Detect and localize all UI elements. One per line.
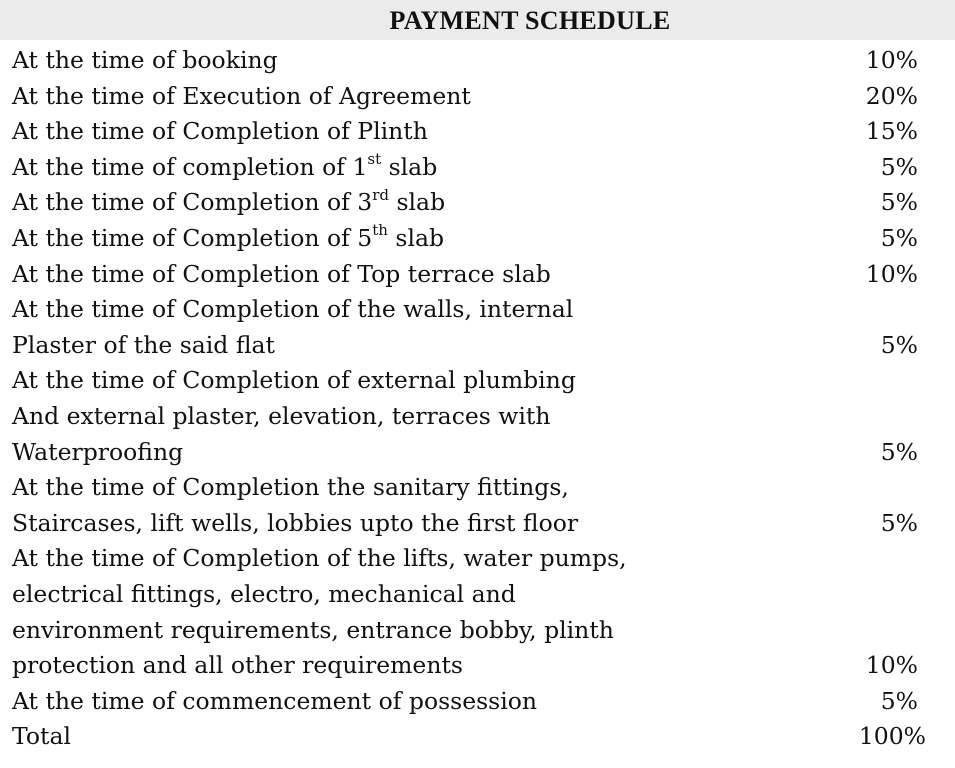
total-label: Total (12, 722, 71, 751)
schedule-row-label: At the time of booking (12, 46, 278, 74)
schedule-row-possession (12, 684, 942, 720)
schedule-row-external-plumbing (12, 363, 942, 470)
payment-schedule-list (12, 43, 942, 755)
schedule-row-total (12, 719, 942, 755)
schedule-row-label: At the time of Completion of the lifts, water pumps, electrical fittings, electro, mechanical and environment requirements, entrance bobby, plinth protection and all other requirements (12, 544, 627, 680)
schedule-row-lifts-pumps (12, 541, 942, 683)
schedule-row-percent: 5% (880, 686, 918, 715)
schedule-row-percent: 20% (865, 81, 918, 110)
schedule-row-walls-plaster (12, 292, 942, 363)
schedule-row-label: At the time of Completion of 3rd slab (12, 185, 446, 217)
schedule-row-percent: 5% (880, 152, 918, 181)
schedule-row-first-slab (12, 150, 942, 186)
schedule-row-percent: 15% (865, 117, 918, 146)
schedule-row-percent: 5% (880, 508, 918, 537)
schedule-row-percent: 5% (880, 437, 918, 466)
schedule-row-percent: 10% (865, 46, 918, 74)
schedule-row-label: At the time of Completion of Plinth (12, 117, 428, 146)
schedule-row-label: At the time of Completion the sanitary fittings, Staircases, lift wells, lobbies upto the first floor (12, 473, 579, 537)
schedule-row-fifth-slab (12, 221, 942, 257)
schedule-row-label: At the time of Completion of the walls, internal Plaster of the said flat (12, 295, 574, 359)
schedule-row-label: At the time of Execution of Agreement (12, 81, 471, 110)
schedule-row-percent: 5% (880, 330, 918, 359)
schedule-row-percent: 10% (865, 259, 918, 288)
schedule-row-percent: 5% (880, 188, 918, 217)
schedule-row-booking (12, 43, 942, 79)
schedule-row-percent: 10% (865, 651, 918, 680)
schedule-row-percent: 5% (880, 223, 918, 252)
schedule-row-plinth (12, 114, 942, 150)
schedule-row-label: At the time of commencement of possession (12, 686, 538, 715)
page-title: PAYMENT SCHEDULE (389, 6, 671, 35)
schedule-row-third-slab (12, 185, 942, 221)
schedule-row-label: At the time of Completion of 5th slab (12, 221, 445, 252)
schedule-row-label: At the time of Completion of Top terrace slab (12, 259, 551, 288)
schedule-row-agreement (12, 79, 942, 115)
schedule-row-label: At the time of Completion of external plumbing And external plaster, elevation, terraces with Waterproofing (12, 366, 576, 466)
total-percent: 100% (858, 722, 926, 751)
schedule-row-label: At the time of completion of 1st slab (12, 149, 438, 181)
schedule-row-top-terrace-slab (12, 257, 942, 293)
schedule-row-sanitary-fittings (12, 470, 942, 541)
